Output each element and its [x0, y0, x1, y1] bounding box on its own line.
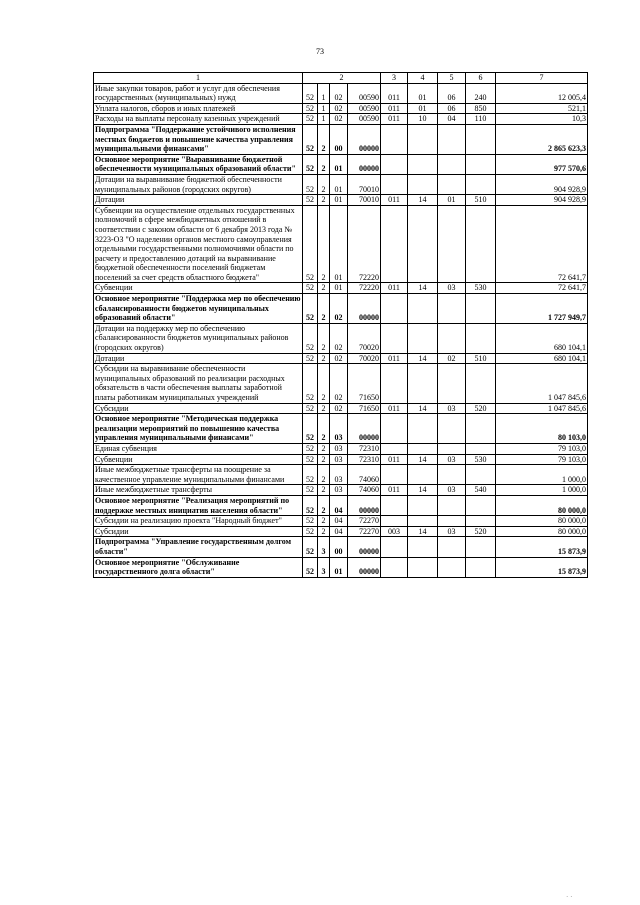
code-program: 52	[303, 454, 318, 465]
code-expense-type	[466, 557, 496, 577]
code-direction: 70010	[348, 174, 381, 194]
code-subprogram: 2	[318, 154, 330, 174]
code-section: 14	[408, 526, 438, 537]
code-section	[408, 174, 438, 194]
code-activity: 01	[330, 174, 348, 194]
code-section: 14	[408, 403, 438, 414]
table-row	[94, 454, 588, 465]
code-direction: 00000	[348, 537, 381, 557]
code-activity: 02	[330, 114, 348, 125]
amount: 680 104,1	[496, 353, 588, 364]
code-activity: 02	[330, 353, 348, 364]
code-section	[408, 154, 438, 174]
code-section: 10	[408, 114, 438, 125]
row-name: Уплата налогов, сборов и иных платежей	[94, 103, 303, 114]
code-ministry	[381, 465, 408, 485]
code-subsection	[438, 154, 466, 174]
code-direction: 00000	[348, 294, 381, 324]
code-ministry: 011	[381, 353, 408, 364]
scan-artifact: · ·	[566, 893, 573, 901]
amount: 80 103,0	[496, 414, 588, 444]
code-subprogram: 2	[318, 414, 330, 444]
code-subsection: 04	[438, 114, 466, 125]
row-name: Иные межбюджетные трансферты на поощрение за качественное управление муниципальными финансами	[94, 465, 303, 485]
code-expense-type	[466, 495, 496, 515]
row-name: Основное мероприятие "Выравнивание бюджетной обеспеченности муниципальных образований области"	[94, 154, 303, 174]
code-subprogram: 2	[318, 495, 330, 515]
code-activity: 04	[330, 516, 348, 527]
code-direction: 00000	[348, 495, 381, 515]
amount: 1 047 845,6	[496, 364, 588, 403]
code-subprogram: 1	[318, 114, 330, 125]
code-section: 14	[408, 485, 438, 496]
code-subprogram: 3	[318, 537, 330, 557]
row-name: Дотации на выравнивание бюджетной обеспеченности муниципальных районов (городских округов)	[94, 174, 303, 194]
code-expense-type: 850	[466, 103, 496, 114]
code-section	[408, 537, 438, 557]
budget-table	[93, 72, 588, 578]
code-subprogram: 2	[318, 364, 330, 403]
code-expense-type	[466, 443, 496, 454]
code-direction: 70020	[348, 323, 381, 353]
code-subsection	[438, 465, 466, 485]
code-expense-type	[466, 364, 496, 403]
code-ministry: 003	[381, 526, 408, 537]
code-direction: 72270	[348, 526, 381, 537]
code-section	[408, 414, 438, 444]
code-subsection: 06	[438, 83, 466, 103]
code-direction: 71650	[348, 364, 381, 403]
code-subsection	[438, 294, 466, 324]
code-ministry: 011	[381, 403, 408, 414]
table-row	[94, 465, 588, 485]
code-ministry	[381, 154, 408, 174]
code-subprogram: 2	[318, 516, 330, 527]
code-section	[408, 557, 438, 577]
page-number: 73	[316, 47, 324, 56]
code-expense-type: 520	[466, 526, 496, 537]
code-expense-type: 510	[466, 353, 496, 364]
code-direction: 71650	[348, 403, 381, 414]
code-subprogram: 2	[318, 283, 330, 294]
table-row	[94, 516, 588, 527]
code-expense-type	[466, 323, 496, 353]
code-subsection: 03	[438, 526, 466, 537]
table-row	[94, 414, 588, 444]
code-expense-type	[466, 516, 496, 527]
code-subsection	[438, 205, 466, 283]
table-row	[94, 526, 588, 537]
row-name: Субвенции	[94, 283, 303, 294]
row-name: Основное мероприятие "Обслуживание государственного долга области"	[94, 557, 303, 577]
row-name: Дотации на поддержку мер по обеспечению сбалансированности бюджетов муниципальных районов (городских округов)	[94, 323, 303, 353]
row-name: Субвенции	[94, 454, 303, 465]
code-direction: 72270	[348, 516, 381, 527]
table-row	[94, 537, 588, 557]
code-program: 52	[303, 526, 318, 537]
code-subprogram: 1	[318, 83, 330, 103]
amount: 904 928,9	[496, 195, 588, 206]
code-program: 52	[303, 443, 318, 454]
code-expense-type: 510	[466, 195, 496, 206]
code-subprogram: 2	[318, 124, 330, 154]
code-subprogram: 2	[318, 323, 330, 353]
code-subprogram: 2	[318, 526, 330, 537]
code-subprogram: 2	[318, 205, 330, 283]
code-program: 52	[303, 557, 318, 577]
code-section: 01	[408, 83, 438, 103]
code-expense-type	[466, 124, 496, 154]
code-section	[408, 124, 438, 154]
code-ministry: 011	[381, 83, 408, 103]
code-direction: 74060	[348, 485, 381, 496]
code-activity: 04	[330, 526, 348, 537]
table-header-row	[94, 73, 588, 84]
code-subsection: 03	[438, 485, 466, 496]
table-row	[94, 124, 588, 154]
amount: 1 727 949,7	[496, 294, 588, 324]
code-subsection	[438, 516, 466, 527]
code-subsection	[438, 557, 466, 577]
row-name: Расходы на выплаты персоналу казенных учреждений	[94, 114, 303, 125]
code-direction: 72310	[348, 454, 381, 465]
code-subsection	[438, 495, 466, 515]
code-expense-type	[466, 465, 496, 485]
code-subsection: 03	[438, 283, 466, 294]
code-program: 52	[303, 154, 318, 174]
row-name: Иные закупки товаров, работ и услуг для обеспечения государственных (муниципальных) нужд	[94, 83, 303, 103]
code-direction: 00590	[348, 83, 381, 103]
code-expense-type	[466, 174, 496, 194]
code-subsection: 06	[438, 103, 466, 114]
code-expense-type: 240	[466, 83, 496, 103]
code-activity: 01	[330, 195, 348, 206]
code-direction: 70010	[348, 195, 381, 206]
code-ministry: 011	[381, 485, 408, 496]
code-subsection	[438, 174, 466, 194]
code-expense-type	[466, 414, 496, 444]
amount: 80 000,0	[496, 516, 588, 527]
code-program: 52	[303, 465, 318, 485]
amount: 79 103,0	[496, 443, 588, 454]
amount: 1 000,0	[496, 485, 588, 496]
code-activity: 00	[330, 537, 348, 557]
table-row	[94, 364, 588, 403]
amount: 977 570,6	[496, 154, 588, 174]
code-direction: 00000	[348, 154, 381, 174]
code-expense-type: 520	[466, 403, 496, 414]
table-row	[94, 103, 588, 114]
code-section	[408, 294, 438, 324]
table-row	[94, 83, 588, 103]
header-col-5: 5	[438, 73, 466, 84]
code-direction: 70020	[348, 353, 381, 364]
code-program: 52	[303, 114, 318, 125]
code-ministry	[381, 174, 408, 194]
code-direction: 74060	[348, 465, 381, 485]
code-program: 52	[303, 364, 318, 403]
amount: 1 000,0	[496, 465, 588, 485]
code-ministry: 011	[381, 114, 408, 125]
row-name: Субвенции на осуществление отдельных государственных полномочий в сфере межбюджетных отношений в соответствии с законом области от 6 декабря 2013 года № 3223-ОЗ "О наделении органов местного самоуправления отдельными государственными полномочиями области по расчету и предоставлению дотаций на выравнивание бюджетной обеспеченности поселений бюджетам поселений за счет средств областного бюджета"	[94, 205, 303, 283]
code-subprogram: 1	[318, 103, 330, 114]
code-subsection: 03	[438, 403, 466, 414]
code-section: 14	[408, 454, 438, 465]
code-section	[408, 205, 438, 283]
row-name: Единая субвенция	[94, 443, 303, 454]
code-activity: 01	[330, 283, 348, 294]
table-row	[94, 353, 588, 364]
code-ministry	[381, 495, 408, 515]
table-row	[94, 323, 588, 353]
code-program: 52	[303, 485, 318, 496]
amount: 15 873,9	[496, 557, 588, 577]
code-section	[408, 364, 438, 403]
code-ministry	[381, 537, 408, 557]
code-subprogram: 2	[318, 465, 330, 485]
header-col-6: 6	[466, 73, 496, 84]
code-ministry: 011	[381, 195, 408, 206]
code-ministry	[381, 323, 408, 353]
code-program: 52	[303, 103, 318, 114]
code-subprogram: 3	[318, 557, 330, 577]
code-subsection: 01	[438, 195, 466, 206]
code-activity: 04	[330, 495, 348, 515]
code-direction: 72310	[348, 443, 381, 454]
row-name: Дотации	[94, 195, 303, 206]
code-activity: 02	[330, 403, 348, 414]
table-row	[94, 174, 588, 194]
amount: 80 000,0	[496, 495, 588, 515]
code-subsection	[438, 364, 466, 403]
code-direction: 00590	[348, 103, 381, 114]
code-direction: 00590	[348, 114, 381, 125]
code-section: 14	[408, 353, 438, 364]
header-col-4: 4	[408, 73, 438, 84]
code-ministry	[381, 516, 408, 527]
row-name: Субсидии на реализацию проекта "Народный бюджет"	[94, 516, 303, 527]
code-subprogram: 2	[318, 454, 330, 465]
amount: 10,3	[496, 114, 588, 125]
code-program: 52	[303, 403, 318, 414]
amount: 72 641,7	[496, 283, 588, 294]
code-ministry	[381, 443, 408, 454]
table-row	[94, 154, 588, 174]
code-section: 01	[408, 103, 438, 114]
code-activity: 02	[330, 323, 348, 353]
code-activity: 02	[330, 83, 348, 103]
code-program: 52	[303, 174, 318, 194]
code-program: 52	[303, 195, 318, 206]
row-name: Иные межбюджетные трансферты	[94, 485, 303, 496]
code-section	[408, 465, 438, 485]
code-expense-type	[466, 294, 496, 324]
code-activity: 02	[330, 364, 348, 403]
code-ministry: 011	[381, 103, 408, 114]
code-expense-type	[466, 537, 496, 557]
code-program: 52	[303, 495, 318, 515]
code-ministry: 011	[381, 454, 408, 465]
code-subsection	[438, 537, 466, 557]
code-subprogram: 2	[318, 353, 330, 364]
code-activity: 03	[330, 465, 348, 485]
table-row	[94, 114, 588, 125]
code-activity: 02	[330, 294, 348, 324]
code-expense-type	[466, 205, 496, 283]
row-name: Дотации	[94, 353, 303, 364]
code-subprogram: 2	[318, 403, 330, 414]
code-section: 14	[408, 283, 438, 294]
code-ministry	[381, 557, 408, 577]
code-program: 52	[303, 516, 318, 527]
table-row	[94, 205, 588, 283]
code-activity: 03	[330, 414, 348, 444]
amount: 72 641,7	[496, 205, 588, 283]
header-col-2: 2	[303, 73, 381, 84]
code-program: 52	[303, 323, 318, 353]
code-program: 52	[303, 414, 318, 444]
code-program: 52	[303, 537, 318, 557]
code-ministry	[381, 414, 408, 444]
code-program: 52	[303, 83, 318, 103]
table-body	[94, 83, 588, 577]
header-col-3: 3	[381, 73, 408, 84]
amount: 904 928,9	[496, 174, 588, 194]
code-activity: 02	[330, 103, 348, 114]
table-row	[94, 443, 588, 454]
code-ministry	[381, 124, 408, 154]
code-ministry	[381, 205, 408, 283]
code-activity: 01	[330, 205, 348, 283]
code-direction: 72220	[348, 283, 381, 294]
code-program: 52	[303, 283, 318, 294]
row-name: Основное мероприятие "Реализация мероприятий по поддержке местных инициатив населения области"	[94, 495, 303, 515]
code-program: 52	[303, 294, 318, 324]
amount: 80 000,0	[496, 526, 588, 537]
row-name: Субсидии	[94, 403, 303, 414]
amount: 12 005,4	[496, 83, 588, 103]
table-row	[94, 485, 588, 496]
code-subprogram: 2	[318, 485, 330, 496]
code-program: 52	[303, 124, 318, 154]
table-row	[94, 403, 588, 414]
code-activity: 03	[330, 443, 348, 454]
row-name: Подпрограмма "Поддержание устойчивого исполнения местных бюджетов и повышение качества управления муниципальными финансами"	[94, 124, 303, 154]
code-program: 52	[303, 205, 318, 283]
table-row	[94, 557, 588, 577]
table-row	[94, 495, 588, 515]
amount: 15 873,9	[496, 537, 588, 557]
row-name: Подпрограмма "Управление государственным долгом области"	[94, 537, 303, 557]
code-subsection: 03	[438, 454, 466, 465]
code-section	[408, 443, 438, 454]
code-direction: 00000	[348, 124, 381, 154]
code-expense-type: 110	[466, 114, 496, 125]
code-subprogram: 2	[318, 174, 330, 194]
code-activity: 00	[330, 124, 348, 154]
code-subprogram: 2	[318, 294, 330, 324]
code-expense-type: 530	[466, 454, 496, 465]
code-section	[408, 516, 438, 527]
amount: 2 865 623,3	[496, 124, 588, 154]
code-subprogram: 2	[318, 443, 330, 454]
code-direction: 00000	[348, 557, 381, 577]
row-name: Основное мероприятие "Методическая поддержка реализации мероприятий по повышению качества управления муниципальными финансами"	[94, 414, 303, 444]
code-subsection	[438, 443, 466, 454]
amount: 79 103,0	[496, 454, 588, 465]
row-name: Основное мероприятие "Поддержка мер по обеспечению сбалансированности бюджетов муниципальных образований области"	[95, 294, 301, 323]
header-col-1: 1	[94, 73, 303, 84]
code-subsection	[438, 414, 466, 444]
row-name: Субсидии на выравнивание обеспеченности муниципальных образований по реализации расходных обязательств в части обеспечения выплаты заработной платы работникам муниципальных учреждений	[94, 364, 303, 403]
code-subprogram: 2	[318, 195, 330, 206]
amount: 521,1	[496, 103, 588, 114]
code-subsection	[438, 124, 466, 154]
table-row	[94, 283, 588, 294]
code-ministry	[381, 364, 408, 403]
code-ministry: 011	[381, 283, 408, 294]
code-subsection	[438, 323, 466, 353]
code-expense-type: 530	[466, 283, 496, 294]
code-direction: 00000	[348, 414, 381, 444]
code-ministry	[381, 294, 408, 324]
code-section	[408, 495, 438, 515]
header-col-7: 7	[496, 73, 588, 84]
code-expense-type	[466, 154, 496, 174]
code-subsection: 02	[438, 353, 466, 364]
amount: 1 047 845,6	[496, 403, 588, 414]
table-row	[94, 195, 588, 206]
code-direction: 72220	[348, 205, 381, 283]
code-activity: 03	[330, 454, 348, 465]
code-activity: 01	[330, 154, 348, 174]
code-activity: 01	[330, 557, 348, 577]
code-expense-type: 540	[466, 485, 496, 496]
code-section	[408, 323, 438, 353]
amount: 680 104,1	[496, 323, 588, 353]
code-section: 14	[408, 195, 438, 206]
code-activity: 03	[330, 485, 348, 496]
table-row	[94, 294, 588, 324]
code-program: 52	[303, 353, 318, 364]
row-name: Субсидии	[94, 526, 303, 537]
